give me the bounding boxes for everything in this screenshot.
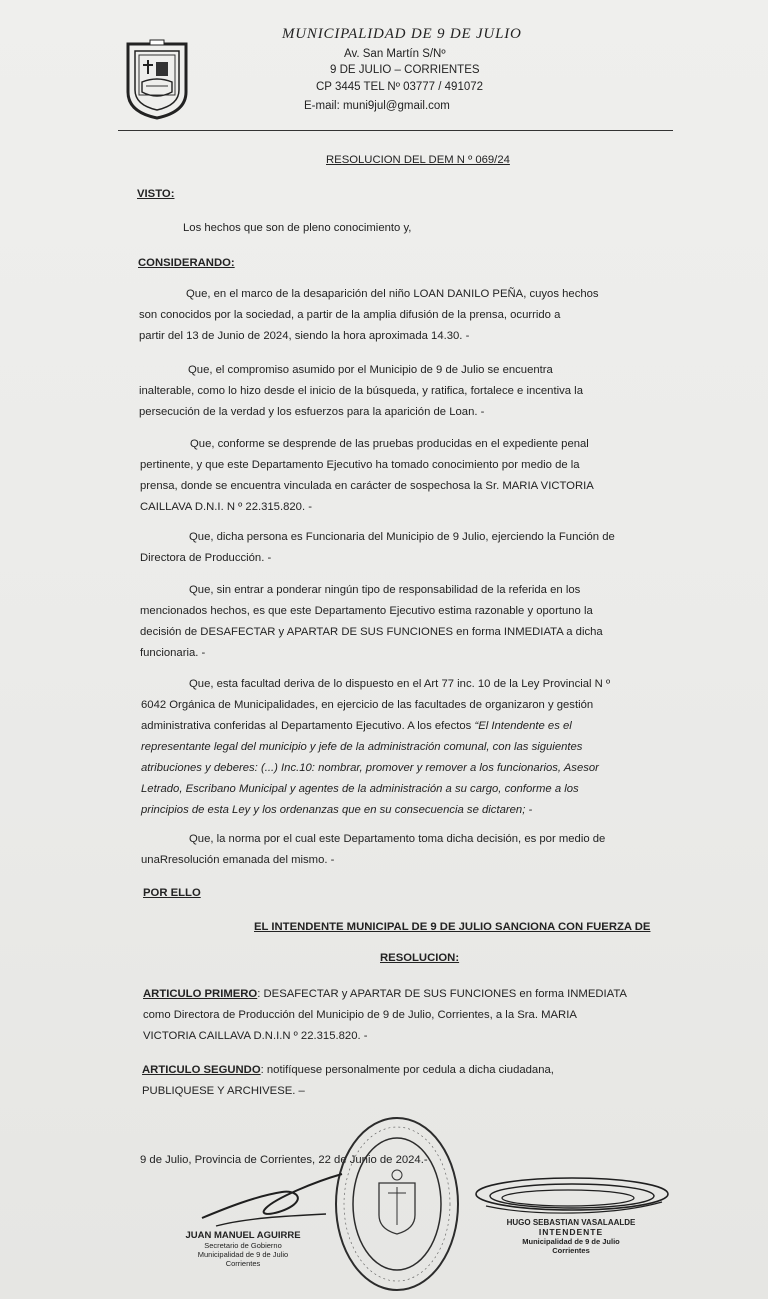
signature-left-icon [196,1168,346,1232]
quote-line: Letrado, Escribano Municipal y agentes de la administración a su cargo, conforme a los [141,783,579,795]
phone: CP 3445 TEL Nº 03777 / 491072 [316,81,484,93]
articulo-segundo [142,1060,554,1081]
paragraph-line: Que, el compromiso asumido por el Municipio de 9 de Julio se encuentra [188,364,553,376]
signature-block-left [168,1230,318,1268]
paragraph-line: funcionaria. - [140,647,206,659]
paragraph-line: prensa, donde se encuentra vinculada en carácter de sospechosa la Sr. MARIA VICTORIA [140,480,594,492]
signer-left-name: JUAN MANUEL AGUIRRE [185,1230,301,1241]
paragraph-line: unaRresolución emanada del mismo. - [141,854,335,866]
signature-block-right [490,1218,652,1255]
paragraph-line: Que, dicha persona es Funcionaria del Municipio de 9 Julio, ejerciendo la Función de [189,531,615,543]
signer-right-place: Corrientes [552,1246,590,1255]
paragraph-line: CAILLAVA D.N.I. N º 22.315.820. - [140,501,312,513]
paragraph-line: Que, sin entrar a ponderar ningún tipo de responsabilidad de la referida en los [189,584,581,596]
quote-line: principios de esta Ley y los ordenanzas que en su consecuencia se dictaren; - [141,804,533,816]
paragraph-line: 6042 Orgánica de Municipalidades, en ejercicio de las facultades de organizaron y gestión [141,699,594,711]
considerando-heading: CONSIDERANDO: [138,257,235,269]
quote-line: representante legal del municipio y jefe de la administración comunal, con las siguientes [141,741,583,753]
quote-segment: “El Intendente es el [474,720,572,732]
signer-left-role: Secretario de Gobierno [204,1241,282,1250]
paragraph-line: decisión de DESAFECTAR y APARTAR DE SUS FUNCIONES en forma INMEDIATA a dicha [140,626,603,638]
header-divider [118,130,673,131]
email: E-mail: muni9jul@gmail.com [304,100,450,112]
address: Av. San Martín S/Nº [344,48,446,60]
sanciona-line-2: RESOLUCION: [380,952,460,964]
paragraph-line: son conocidos por la sociedad, a partir de la amplia difusión de la prensa, ocurrido a [139,309,561,321]
paragraph-line: Que, en el marco de la desaparición del niño LOAN DANILO PEÑA, cuyos hechos [186,288,599,300]
paragraph-line: partir del 13 de Junio de 2024, siendo la hora aproximada 14.30. - [139,330,470,342]
signature-right-icon [472,1172,672,1222]
paragraph-line: Directora de Producción. - [140,552,272,564]
paragraph-line: inalterable, como lo hizo desde el inicio de la búsqueda, y ratifica, fortalece e incentiva la [139,385,583,397]
sanciona-line-1: EL INTENDENTE MUNICIPAL DE 9 DE JULIO SANCIONA CON FUERZA DE [254,921,651,933]
paragraph-line: PUBLIQUESE Y ARCHIVESE. – [142,1085,305,1097]
official-stamp-icon [333,1115,461,1293]
paragraph-line [141,716,572,737]
signer-right-role: INTENDENTE [538,1227,604,1237]
paragraph-line: VICTORIA CAILLAVA D.N.I.N º 22.315.820. - [143,1030,368,1042]
articulo-segundo-label: ARTICULO SEGUNDO [142,1064,261,1076]
paragraph-line: pertinente, y que este Departamento Ejecutivo ha tomado conocimiento por medio de la [140,459,580,471]
articulo-primero [143,984,627,1005]
visto-heading: VISTO: [137,188,175,200]
por-ello-heading: POR ELLO [143,887,201,899]
quote-line: atribuciones y deberes: (...) Inc.10: nombrar, promover y remover a los funcionarios, Asesor [141,762,599,774]
city: 9 DE JULIO – CORRIENTES [330,64,480,76]
signer-right-org: Municipalidad de 9 de Julio [522,1237,620,1246]
articulo-segundo-text: : notifíquese personalmente por cedula a dicha ciudadana, [260,1064,554,1076]
articulo-primero-text: : DESAFECTAR y APARTAR DE SUS FUNCIONES en forma INMEDIATA [257,988,627,1000]
paragraph-line: mencionados hechos, es que este Departamento Ejecutivo estima razonable y oportuno la [140,605,593,617]
paragraph-line: Que, esta facultad deriva de lo dispuesto en el Art 77 inc. 10 de la Ley Provincial N º [189,678,611,690]
paragraph-line: como Directora de Producción del Municipio de 9 de Julio, Corrientes, a la Sra. MARIA [143,1009,577,1021]
resolution-title: RESOLUCION DEL DEM N º 069/24 [326,154,510,166]
signer-right-name: HUGO SEBASTIAN VASALAALDE [506,1218,636,1227]
paragraph-line: Que, la norma por el cual este Departamento toma dicha decisión, es por medio de [189,833,606,845]
visto-text: Los hechos que son de pleno conocimiento y, [183,222,412,234]
articulo-primero-label: ARTICULO PRIMERO [143,988,258,1000]
paragraph-line: Que, conforme se desprende de las pruebas producidas en el expediente penal [190,438,589,450]
municipality-name: MUNICIPALIDAD DE 9 DE JULIO [282,26,522,42]
date-line: 9 de Julio, Provincia de Corrientes, 22 de Junio de 2024.- [140,1154,428,1166]
text-segment: administrativa conferidas al Departamento Ejecutivo. A los efectos [141,720,472,732]
paragraph-line: persecución de la verdad y los esfuerzos para la aparición de Loan. - [139,406,485,418]
municipal-coat-of-arms-icon [124,38,190,120]
signer-left-org: Municipalidad de 9 de Julio [197,1250,289,1259]
signer-left-place: Corrientes [225,1259,261,1268]
